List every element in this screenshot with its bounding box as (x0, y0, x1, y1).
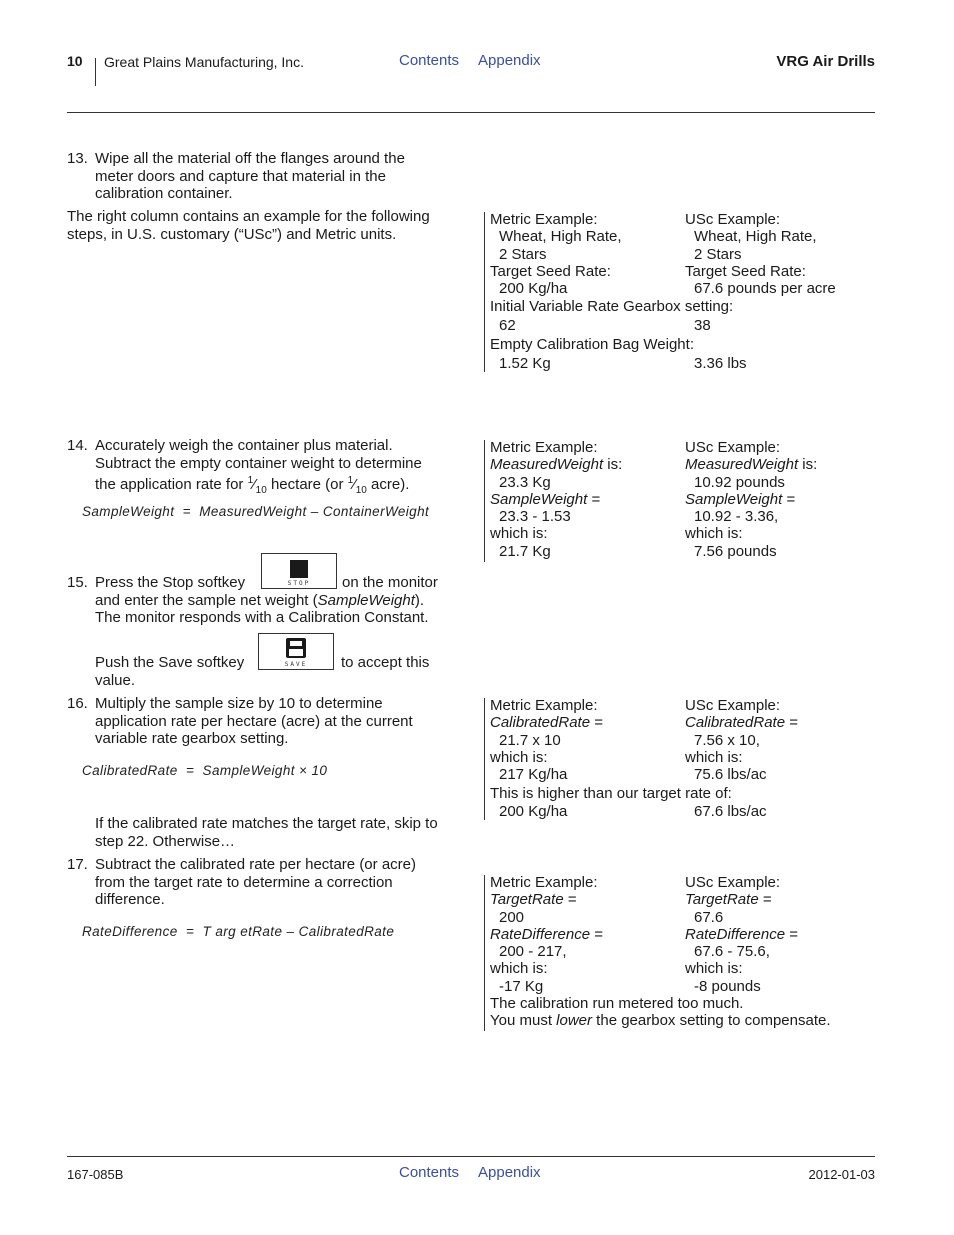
example-4-usc: USc Example: TargetRate = 67.6 RateDifference = 67.6 - 75.6, which is: -8 pounds (685, 874, 798, 995)
example-2-bar (484, 440, 485, 562)
gearbox-usc: 38 (694, 317, 711, 334)
footer-contents-link[interactable]: Contents (399, 1164, 460, 1181)
example-2-usc: USc Example: MeasuredWeight is: 10.92 pounds SampleWeight = 10.92 - 3.36, which is: 7.56 pounds (685, 439, 818, 560)
header-rule (67, 112, 875, 113)
example-line: USc Example: (685, 211, 781, 228)
step-15-line1a: Press the Stop softkey (95, 574, 246, 591)
step-14-number: 14. (67, 437, 88, 454)
overmetered-note: The calibration run metered too much. (490, 995, 744, 1012)
rate-difference-formula: RateDifference = T arg etRate – CalibratedRate (82, 924, 395, 939)
example-1-usc (685, 211, 836, 297)
step-16-text: Multiply the sample size by 10 to determine application rate per hectare (acre) at the current variable rate gearbox setting. (95, 695, 413, 747)
step-16-note: If the calibrated rate matches the target rate, skip to step 22. Otherwise… (95, 815, 438, 850)
header-appendix-link[interactable]: Appendix (478, 52, 541, 69)
example-line: 2 Stars (499, 245, 547, 263)
bag-usc: 3.36 lbs (694, 355, 747, 372)
footer-appendix-link[interactable]: Appendix (478, 1164, 541, 1181)
save-icon (286, 638, 306, 658)
step-15-line3: The monitor responds with a Calibration Constant. (95, 609, 429, 626)
example-4-bar (484, 875, 485, 1031)
example-line: 2 Stars (694, 245, 742, 263)
step-14-line: Accurately weigh the container plus material. (95, 437, 393, 454)
example-line: Wheat, High Rate, (499, 228, 622, 246)
header-divider (95, 58, 96, 86)
step-14-line: the application rate for $^1⁄_{10}$ hectare (or $^1⁄_{10}$ acre). (95, 475, 410, 496)
save-text-a: Push the Save softkey (95, 654, 245, 671)
save-text-b: to accept this (341, 654, 430, 671)
step-13-text (95, 150, 405, 203)
example-2-metric: Metric Example: MeasuredWeight is: 23.3 Kg SampleWeight = 23.3 - 1.53 which is: 21.7 Kg (490, 439, 623, 560)
page-number: 10 (67, 53, 83, 69)
example-3-metric: Metric Example: CalibratedRate = 21.7 x 10 which is: 217 Kg/ha (490, 697, 603, 784)
step-13-line: calibration container. (95, 185, 233, 202)
example-3-bar (484, 698, 485, 820)
sample-weight-formula: SampleWeight = MeasuredWeight – ContainerWeight (82, 504, 430, 519)
product-title: VRG Air Drills (776, 53, 875, 70)
stop-icon (290, 560, 308, 578)
lower-gearbox-note: You must lower the gearbox setting to compensate. (490, 1012, 831, 1029)
step-15-number: 15. (67, 574, 88, 591)
doc-number: 167-085B (67, 1167, 124, 1182)
step-17-text: Subtract the calibrated rate per hectare (or acre) from the target rate to determine a correction difference. (95, 856, 416, 908)
header-contents-link[interactable]: Contents (399, 52, 460, 69)
target-metric: 200 Kg/ha (499, 803, 568, 820)
save-softkey[interactable]: SAVE (258, 633, 334, 670)
intro-line: The right column contains an example for the following (67, 208, 430, 225)
target-label: This is higher than our target rate of: (490, 785, 732, 802)
example-1-bar (484, 212, 485, 372)
footer-date: 2012-01-03 (808, 1167, 875, 1182)
intro-paragraph (67, 208, 430, 243)
example-line: Target Seed Rate: (490, 262, 611, 280)
step-13-number: 13. (67, 150, 88, 167)
example-3-usc: USc Example: CalibratedRate = 7.56 x 10, which is: 75.6 lbs/ac (685, 697, 798, 784)
calibrated-rate-formula: CalibratedRate = SampleWeight × 10 (82, 763, 328, 778)
company-name: Great Plains Manufacturing, Inc. (104, 54, 304, 70)
footer-rule (67, 1156, 875, 1157)
target-usc: 67.6 lbs/ac (694, 803, 767, 820)
step-15-line1b: on the monitor (342, 574, 438, 591)
example-line: 200 Kg/ha (499, 280, 568, 298)
example-1-metric (490, 211, 622, 297)
step-15-line2: and enter the sample net weight (SampleWeight). (95, 592, 425, 609)
step-14-text (95, 437, 422, 500)
step-13-line: meter doors and capture that material in the (95, 167, 386, 185)
step-14-line: Subtract the empty container weight to determine (95, 454, 422, 472)
stop-softkey[interactable]: STOP (261, 553, 337, 589)
step-16-number: 16. (67, 695, 88, 712)
intro-line: steps, in U.S. customary (“USc”) and Metric units. (67, 225, 397, 243)
gearbox-label: Initial Variable Rate Gearbox setting: (490, 298, 734, 315)
example-line: Target Seed Rate: (685, 262, 806, 280)
example-line: Wheat, High Rate, (694, 228, 817, 246)
example-line: 67.6 pounds per acre (694, 280, 836, 298)
gearbox-metric: 62 (499, 317, 516, 334)
save-text-c: value. (95, 672, 136, 689)
bag-metric: 1.52 Kg (499, 355, 551, 372)
step-13-line: Wipe all the material off the flanges around the (95, 150, 405, 167)
bag-label: Empty Calibration Bag Weight: (490, 336, 694, 353)
example-4-metric: Metric Example: TargetRate = 200 RateDifference = 200 - 217, which is: -17 Kg (490, 874, 603, 995)
step-17-number: 17. (67, 856, 88, 873)
example-line: Metric Example: (490, 211, 598, 228)
